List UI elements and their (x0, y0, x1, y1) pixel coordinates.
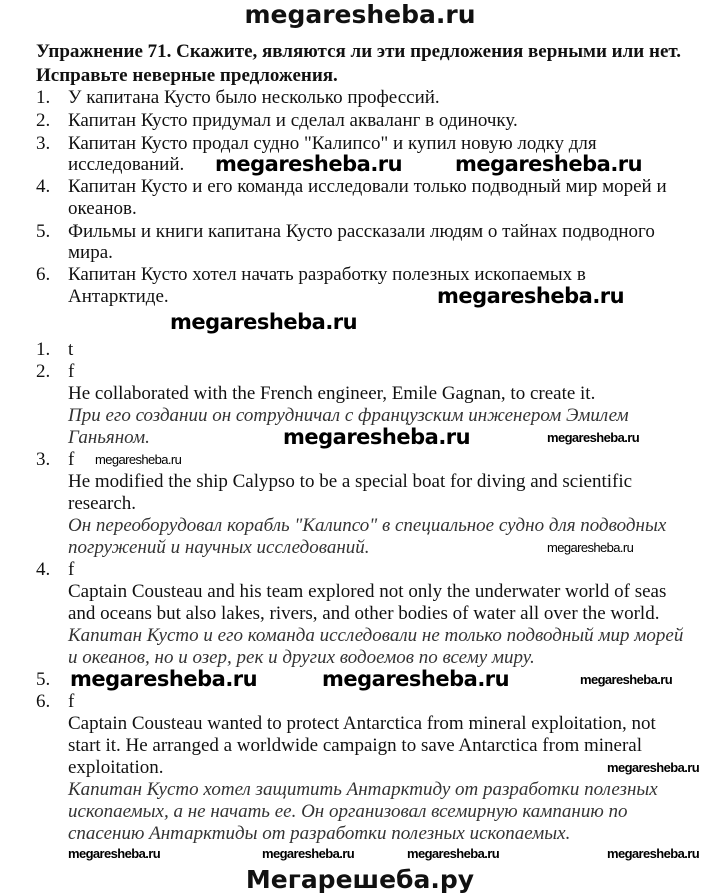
answer-translation: ископаемых, а не начать ее. Он организовал всемирную кампанию по (68, 801, 628, 822)
answer-correction: He modified the ship Calypso to be a special boat for diving and scientific (68, 471, 633, 492)
watermark: megaresheba.ru (68, 846, 161, 861)
question-text: Капитан Кусто продал судно "Калипсо" и купил новую лодку для (68, 133, 597, 154)
exercise-title-cont: Исправьте неверные предложения. (36, 65, 338, 86)
answer-correction: Captain Cousteau and his team explored not only the underwater world of seas (68, 581, 667, 602)
question-text: Фильмы и книги капитана Кусто рассказали людям о тайнах подводного (68, 221, 655, 242)
question-number: 2. (36, 110, 51, 131)
question-text: У капитана Кусто было несколько профессий. (68, 87, 440, 108)
answer-number: 4. (36, 559, 51, 580)
question-number: 6. (36, 264, 51, 285)
answer-translation: Капитан Кусто хотел защитить Антарктиду от разработки полезных (68, 779, 658, 800)
answer-correction: Captain Cousteau wanted to protect Antarctica from mineral exploitation, not (68, 713, 656, 734)
answer-translation: При его создании он сотрудничал с французским инженером Эмилем (68, 405, 629, 426)
question-number: 4. (36, 176, 51, 197)
footer-title: Мегарешеба.ру (245, 865, 475, 894)
question-text: Антарктиде. (68, 286, 169, 307)
question-text: исследований. (68, 154, 185, 175)
watermark: megaresheba.ru (547, 540, 634, 555)
answer-mark: f (68, 691, 75, 712)
watermark: megaresheba.ru (95, 452, 182, 467)
answer-number: 3. (36, 449, 51, 470)
watermark: megaresheba.ru (547, 430, 640, 445)
answer-mark: f (68, 449, 75, 470)
answer-translation: погружений и научных исследований. (68, 537, 370, 558)
answer-correction: exploitation. (68, 757, 164, 778)
watermark: megaresheba.ru (580, 672, 673, 687)
answer-correction: He collaborated with the French engineer, Emile Gagnan, to create it. (68, 383, 596, 404)
question-text: океанов. (68, 198, 137, 219)
answer-translation: и океанов, но и озер, рек и других водоемов по всему миру. (68, 647, 535, 668)
question-text: мира. (68, 242, 113, 263)
answer-correction: and oceans but also lakes, rivers, and other bodies of water all over the world. (68, 603, 660, 624)
watermark: megaresheba.ru (170, 310, 358, 334)
answer-number: 1. (36, 339, 51, 360)
watermark: megaresheba.ru (407, 846, 500, 861)
question-number: 1. (36, 87, 51, 108)
watermark: megaresheba.ru (607, 760, 700, 775)
answer-mark: t (68, 339, 74, 360)
watermark: megaresheba.ru (607, 846, 700, 861)
watermark: megaresheba.ru (455, 152, 643, 176)
answer-translation: Ганьяном. (68, 427, 150, 448)
answer-correction: research. (68, 493, 137, 514)
watermark: megaresheba.ru (70, 667, 258, 691)
header-watermark: megaresheba.ru (244, 0, 476, 29)
exercise-title: Упражнение 71. Скажите, являются ли эти предложения верными или нет. (36, 41, 682, 62)
answer-correction: start it. He arranged a worldwide campaign to save Antarctica from mineral (68, 735, 642, 756)
question-text: Капитан Кусто и его команда исследовали только подводный мир морей и (68, 176, 667, 197)
answer-mark: f (68, 559, 75, 580)
question-number: 5. (36, 221, 51, 242)
watermark: megaresheba.ru (283, 425, 471, 449)
answer-number: 2. (36, 361, 51, 382)
watermark: megaresheba.ru (262, 846, 355, 861)
question-number: 3. (36, 133, 51, 154)
watermark: megaresheba.ru (437, 284, 625, 308)
answer-mark: f (68, 361, 75, 382)
answer-translation: спасению Антарктиды от разработки полезных ископаемых. (68, 823, 571, 844)
answer-number: 6. (36, 691, 51, 712)
question-text: Капитан Кусто хотел начать разработку полезных ископаемых в (68, 264, 586, 285)
answer-translation: Он переоборудовал корабль "Калипсо" в специальное судно для подводных (68, 515, 667, 536)
question-text: Капитан Кусто придумал и сделал акваланг в одиночку. (68, 110, 518, 131)
answer-translation: Капитан Кусто и его команда исследовали не только подводный мир морей (68, 625, 684, 646)
watermark: megaresheba.ru (215, 152, 403, 176)
answer-number: 5. (36, 669, 51, 690)
watermark: megaresheba.ru (322, 667, 510, 691)
